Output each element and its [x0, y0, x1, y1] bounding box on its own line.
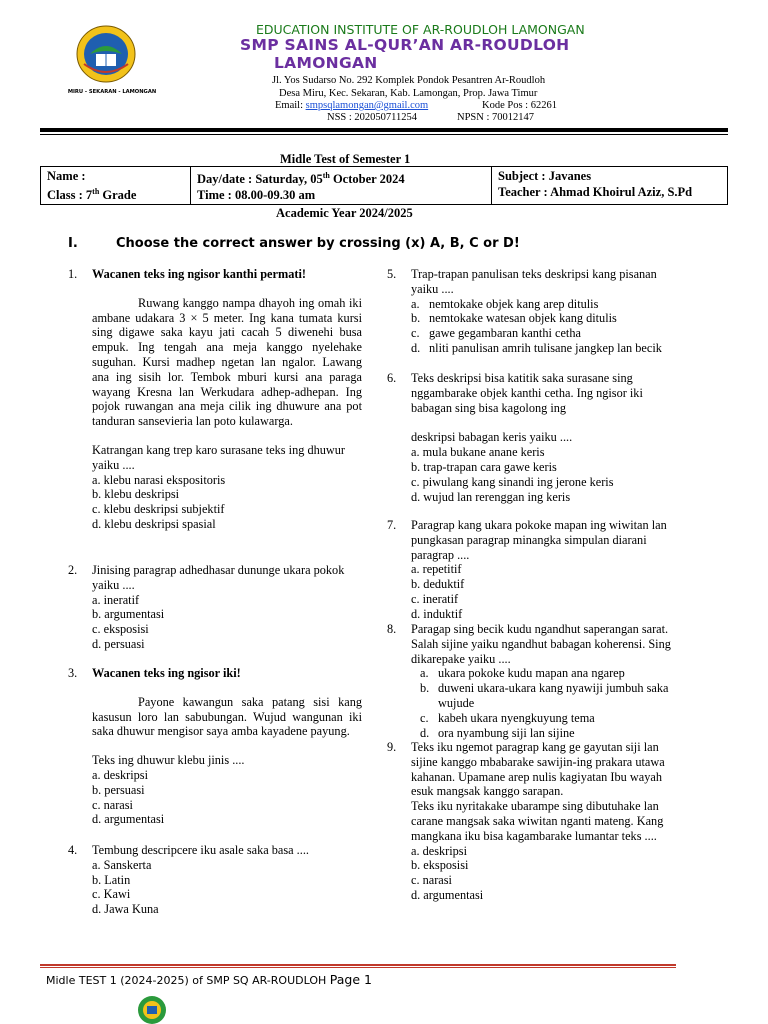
school-name — [240, 36, 569, 72]
nss-number: NSS : 202050711254 — [327, 112, 418, 123]
q6-question-part2: deskripsi babagan keris yaiku .... — [411, 430, 573, 445]
q1-title: Wacanen teks ing ngisor kanthi permati! — [92, 267, 306, 281]
instruction-text: Choose the correct answer by crossing (x) A, B, C or D! — [116, 236, 520, 251]
q5-option-d[interactable]: d. nliti panulisan amrih tulisane jangkep lan becik — [411, 340, 662, 355]
school-logo — [66, 24, 158, 96]
question-1: 1. Wacanen teks ing ngisor kanthi permati! Ruwang kanggo nampa dhayoh ing omah iki ambane udakara 3 × 5 meter. Ing kana tumata kursi sing digawe saka kayu jati cacah 5 diwenehi busa empuk. Ing tengah ana meja kanggo nyelehake suguhan. Kursi madhep ngetan lan ngalor. Lawang ana ing sisih lor. Tembok mburi kursi ana paraga wayang Kresna lan Werkudara adhep-adhepan. Ing pojok ruwangan ana meja cilik ing dhuwure ana pot tanduran sansevieria lan poto kulawarga. Katrangan kang trep karo surasane teks ing dhuwur yaiku .... a. klebu narasi ekspositoris b. klebu deskripsi c. klebu deskripsi subjektif d. klebu deskripsi spasial — [68, 267, 362, 531]
q8-option-c[interactable]: c. kabeh ukara nyengkuyung tema — [420, 710, 595, 725]
q4-option-b[interactable]: b. Latin — [92, 872, 131, 887]
exam-time: Time : 08.00-09.30 am — [197, 188, 316, 203]
class-field: Class : 7th Grade — [47, 187, 137, 203]
section-instruction — [68, 236, 520, 251]
q3-question: Teks ing dhuwur klebu jinis .... — [92, 753, 245, 768]
header-divider-thick — [40, 128, 728, 132]
question-5: 5. Trap-trapan panulisan teks deskripsi kang pisanan yaiku .... a. nemtokake objek kang arep ditulis b. nemtokake watesan objek kang ditulis c. gawe gegambaran kanthi cetha d. nliti panulisan amrih tulisane jangkep lan becik — [411, 267, 681, 356]
q4-question: Tembung descripcere iku asale saka basa .... — [92, 843, 309, 857]
address-line2: Desa Miru, Kec. Sekaran, Kab. Lamongan, Prop. Jawa Timur — [279, 88, 538, 99]
q2-question: Jinising paragrap adhedhasar dununge ukara pokok yaiku .... — [92, 563, 345, 592]
q9-question-part2: Teks iku nyritakake ubarampe sing dibutuhake lan carane mangsak saka wiwitan nganti mateng. Kang mangkana iku bisa kagambarake lumantar teks .... — [411, 799, 664, 843]
footer-logo — [133, 994, 171, 1024]
q8-option-d[interactable]: d. ora nyambung siji lan sijine — [420, 725, 575, 740]
q1-question: Katrangan kang trep karo surasane teks ing dhuwur yaiku .... — [92, 442, 346, 472]
q4-option-a[interactable]: a. Sanskerta — [92, 857, 152, 872]
q9-option-a[interactable]: a. deskripsi — [411, 843, 468, 858]
q1-option-b[interactable]: b. klebu deskripsi — [92, 487, 180, 502]
q9-option-b[interactable]: b. eksposisi — [411, 858, 469, 873]
question-3: 3. Wacanen teks ing ngisor iki! Payone kawangun saka patang sisi kang kasusun loro lan sabubungan. Wujud wangunan iki saka dhuwur mengisor saya amba kayadene payung. Teks ing dhuwur klebu jinis .... a. deskripsi b. persuasi c. narasi d. argumentasi — [68, 666, 362, 827]
npsn-number: NPSN : 70012147 — [457, 112, 535, 123]
postcode: Kode Pos : 62261 — [482, 100, 557, 111]
question-4: 4. Tembung descripcere iku asale saka basa .... a. Sanskerta b. Latin c. Kawi d. Jawa Kuna — [92, 843, 362, 917]
q9-option-d[interactable]: d. argumentasi — [411, 887, 484, 902]
exam-subject: Subject : Javanes — [498, 169, 592, 183]
q4-option-d[interactable]: d. Jawa Kuna — [92, 902, 159, 917]
q7-option-d[interactable]: d. induktif — [411, 606, 463, 621]
q5-option-a[interactable]: a. nemtokake objek kang arep ditulis — [411, 296, 599, 311]
q1-option-a[interactable]: a. klebu narasi ekspositoris — [92, 472, 226, 487]
email-label: Email: — [275, 100, 306, 111]
section-number: I. — [68, 236, 78, 251]
q2-option-c[interactable]: c. eksposisi — [92, 622, 149, 637]
q5-option-c[interactable]: c. gawe gegambaran kanthi cetha — [411, 326, 581, 341]
exam-date: Day/date : Saturday, 05th October 2024 — [197, 171, 405, 187]
q7-option-a[interactable]: a. repetitif — [411, 562, 462, 577]
footer-divider — [40, 964, 676, 966]
student-name-field[interactable]: Name : — [47, 169, 86, 183]
q2-option-a[interactable]: a. ineratif — [92, 592, 140, 607]
exam-info-table — [40, 166, 728, 205]
q6-option-a[interactable]: a. mula bukane anane keris — [411, 445, 545, 460]
institution-name: EDUCATION INSTITUTE OF AR-ROUDLOH LAMONGAN — [256, 22, 585, 37]
q1-option-d[interactable]: d. klebu deskripsi spasial — [92, 516, 216, 531]
question-2: 2. Jinising paragrap adhedhasar dununge ukara pokok yaiku .... a. ineratif b. argumentasi c. eksposisi d. persuasi — [92, 563, 362, 652]
academic-year: Academic Year 2024/2025 — [276, 206, 413, 220]
footer-divider-thin — [40, 967, 676, 968]
logo-caption: MIRU - SEKARAN - LAMONGAN — [67, 89, 157, 95]
q8-option-a[interactable]: a. ukara pokoke kudu mapan ana ngarep — [420, 666, 625, 681]
q8-option-b[interactable]: b. duweni ukara-ukara kang nyawiji jumbuh saka wujude — [420, 681, 669, 710]
q5-option-b[interactable]: b. nemtokake watesan objek kang ditulis — [411, 311, 617, 326]
header-divider-thin — [40, 134, 728, 135]
page-number: Page 1 — [329, 972, 372, 987]
q6-option-b[interactable]: b. trap-trapan cara gawe keris — [411, 459, 557, 474]
q2-option-d[interactable]: d. persuasi — [92, 636, 145, 651]
school-name-line1: SMP SAINS AL-QUR’AN AR-ROUDLOH — [240, 36, 570, 54]
q5-question: Trap-trapan panulisan teks deskripsi kang pisanan yaiku .... — [411, 267, 657, 296]
school-name-line2: LAMONGAN — [274, 54, 378, 72]
q6-option-d[interactable]: d. wujud lan rerenggan ing keris — [411, 489, 571, 504]
q9-question-part1: Teks iku ngemot paragrap kang ge gayutan siji lan sijine kanggo mbabarake sawijin-ing prakara utawa kahanan. Upamane arep nulis kagiyatan Ibu wayah esuk mangsak kanggo sarapan. — [411, 740, 665, 799]
question-8: 8. Paragap sing becik kudu ngandhut saperangan sarat. Salah sijine yaiku ngandhut babagan koherensi. Sing dikarepake yaiku .... a. ukara pokoke kudu mapan ana ngarep b. duweni ukara-ukara kang nyawiji jumbuh saka wujude c. kabeh ukara nyengkuyung tema d. ora nyambung siji lan sijine — [411, 622, 681, 740]
exam-title: Midle Test of Semester 1 — [280, 152, 411, 166]
q4-option-c[interactable]: c. Kawi — [92, 887, 131, 902]
q3-title: Wacanen teks ing ngisor iki! — [92, 666, 241, 680]
q3-passage: Payone kawangun saka patang sisi kang kasusun loro lan sabubungan. Wujud wangunan iki saka dhuwur mengisor saya amba kayadene payung. — [92, 694, 362, 739]
question-6: 6. Teks deskripsi bisa katitik saka surasane sing nggambarake objek kanthi cetha. Ing ngisor iki babagan sing bisa kagolong ing deskripsi babagan keris yaiku .... a. mula bukane anane keris b. trap-trapan cara gawe keris c. piwulang kang sinandi ing jerone keris d. wujud lan rerenggan ing keris — [411, 371, 681, 504]
q9-option-c[interactable]: c. narasi — [411, 873, 452, 888]
email-link[interactable]: smpsqlamongan@gmail.com — [305, 100, 429, 111]
exam-teacher: Teacher : Ahmad Khoirul Aziz, S.Pd — [498, 185, 693, 199]
q2-option-b[interactable]: b. argumentasi — [92, 607, 165, 622]
q1-passage: Ruwang kanggo nampa dhayoh ing omah iki ambane udakara 3 × 5 meter. Ing kana tumata kursi sing digawe saka kayu jati cacah 5 diwenehi busa empuk. Ing tengah ana meja kanggo nyelehake suguhan. Kursi madhep ngetan lan ngalor. Lawang ana ing sisih lor. Tembok mburi kursi ana paraga wayang Kresna lan Werkudara adhep-adhepan. Ing pojok ruwangan ana meja cilik ing dhuwure ana pot tanduran sansevieria lan poto kulawarga. — [92, 295, 362, 429]
q3-option-a[interactable]: a. deskripsi — [92, 767, 149, 782]
footer-label: Midle TEST 1 (2024-2025) of SMP SQ AR-ROUDLOH — [46, 974, 330, 987]
q3-option-c[interactable]: c. narasi — [92, 797, 133, 812]
q3-option-b[interactable]: b. persuasi — [92, 782, 145, 797]
q1-option-c[interactable]: c. klebu deskripsi subjektif — [92, 502, 225, 517]
address-line1: Jl. Yos Sudarso No. 292 Komplek Pondok Pesantren Ar-Roudloh — [272, 75, 546, 86]
q7-option-c[interactable]: c. ineratif — [411, 591, 459, 606]
question-7: 7. Paragrap kang ukara pokoke mapan ing wiwitan lan pungkasan paragrap minangka simpulan diarani paragrap .... a. repetitif b. deduktif c. ineratif d. induktif — [411, 518, 681, 622]
q6-question-part1: Teks deskripsi bisa katitik saka surasane sing nggambarake objek kanthi cetha. Ing ngisor iki babagan sing bisa kagolong ing — [411, 371, 643, 415]
question-9: 9. Teks iku ngemot paragrap kang ge gayutan siji lan sijine kanggo mbabarake sawijin-ing prakara utawa kahanan. Upamane arep nulis kagiyatan Ibu wayah esuk mangsak kanggo sarapan. Teks iku nyritakake ubarampe sing dibutuhake lan carane mangsak saka wiwitan nganti mateng. Kang mangkana iku bisa kagambarake lumantar teks .... a. deskripsi b. eksposisi c. narasi d. argumentasi — [411, 740, 681, 903]
q6-option-c[interactable]: c. piwulang kang sinandi ing jerone keris — [411, 474, 614, 489]
q7-question: Paragrap kang ukara pokoke mapan ing wiwitan lan pungkasan paragrap minangka simpulan diarani paragrap .... — [411, 518, 667, 562]
q8-question: Paragap sing becik kudu ngandhut saperangan sarat. Salah sijine yaiku ngandhut babagan koherensi. Sing dikarepake yaiku .... — [411, 622, 671, 666]
q7-option-b[interactable]: b. deduktif — [411, 577, 465, 592]
q3-option-d[interactable]: d. argumentasi — [92, 812, 165, 827]
footer-text — [46, 972, 372, 987]
